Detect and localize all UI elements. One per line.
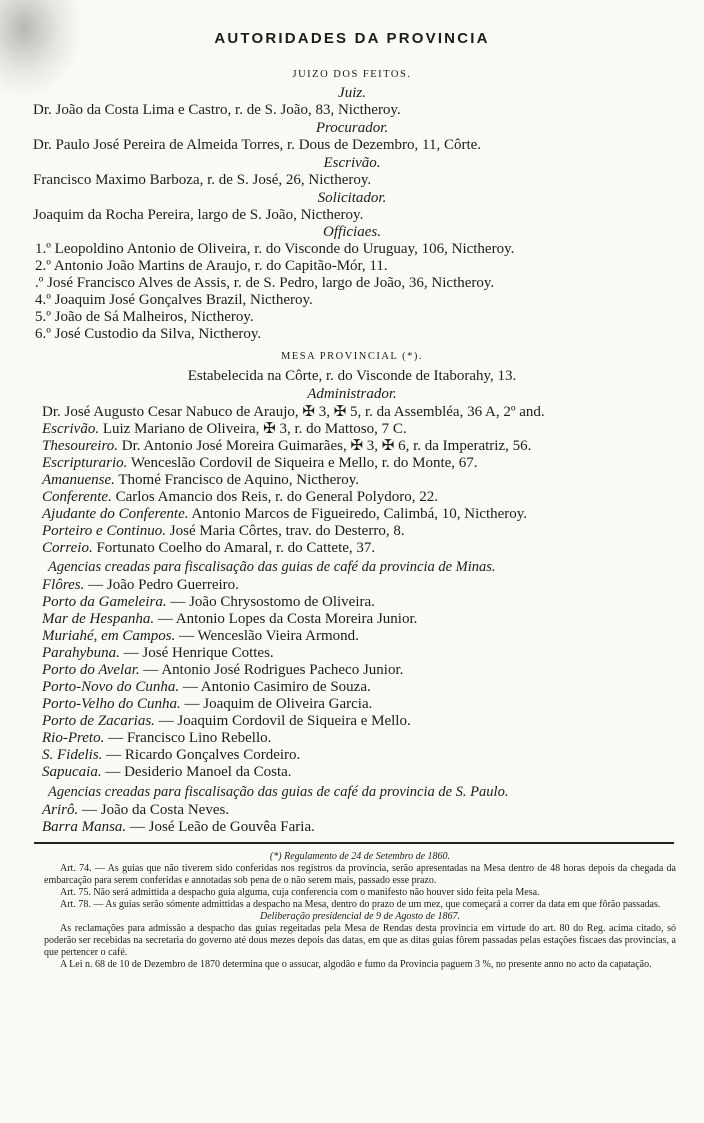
agency-entry	[0, 696, 704, 713]
regulamento-heading: (*) Regulamento de 24 de Setembro de 1860.	[269, 851, 451, 862]
mesa-heading: MESA PROVINCIAL (*).	[281, 351, 423, 362]
officiaes-item: 1.º Leopoldino Antonio de Oliveira, r. do Visconde do Uruguay, 106, Nictheroy.	[35, 241, 515, 257]
administrador-label: Administrador.	[307, 386, 397, 402]
escrivao-entry: Francisco Maximo Barboza, r. de S. José, 26, Nictheroy.	[33, 172, 372, 188]
agency-text: — Antonio José Rodrigues Pacheco Junior.	[139, 662, 404, 678]
staff-entry	[0, 438, 704, 455]
staff-entry	[0, 455, 704, 472]
agency-label: Muriahé, em Campos.	[42, 628, 176, 644]
agency-entry	[0, 628, 704, 645]
agency-text: — Desiderio Manoel da Costa.	[101, 764, 292, 780]
juiz-entry: Dr. João da Costa Lima e Castro, r. de S. João, 83, Nictheroy.	[33, 102, 401, 118]
footnote-divider	[34, 842, 674, 844]
staff-text: Dr. Antonio José Moreira Guimarães, ✠ 3, ✠ 6, r. da Imperatriz, 56.	[117, 438, 532, 454]
staff-entry	[0, 421, 704, 438]
procurador-entry: Dr. Paulo José Pereira de Almeida Torres, r. Dous de Dezembro, 11, Côrte.	[33, 137, 482, 153]
art78-text: Art. 78. — As guias serão sómente admittidas a despacho na Mesa, dentro do prazo de um mez, que começará a correr da data em que fôrão passadas.	[60, 899, 661, 910]
staff-text: Wenceslão Cordovil de Siqueira e Mello, r. do Monte, 67.	[127, 455, 478, 471]
agency-label: Parahybuna.	[42, 645, 120, 661]
agency-entry	[0, 802, 704, 819]
juizo-heading: JUIZO DOS FEITOS.	[292, 69, 412, 80]
agency-label: Porto do Avelar.	[42, 662, 140, 678]
staff-entry	[0, 489, 704, 506]
art75-text: Art. 75. Não será admittida a despacho guia alguma, cuja conferencia com o manifesto não houver sido feita pela Mesa.	[60, 887, 540, 898]
agency-text: — Joaquim de Oliveira Garcia.	[180, 696, 373, 712]
staff-label: Conferente.	[42, 489, 112, 505]
officiaes-item: 6.º José Custodio da Silva, Nictheroy.	[35, 326, 262, 342]
staff-label: Escrivão.	[42, 421, 100, 437]
lei-text: A Lei n. 68 de 10 de Dezembro de 1870 determina que o assucar, algodão e fumo da Provincia paguem 3 %, no presente anno no acto da capatação.	[60, 959, 652, 970]
procurador-label: Procurador.	[315, 120, 389, 136]
agency-entry	[0, 747, 704, 764]
officiaes-label: Officiaes.	[323, 224, 381, 240]
agency-label: S. Fidelis.	[42, 747, 103, 763]
staff-label: Escripturario.	[42, 455, 128, 471]
agency-entry	[0, 679, 704, 696]
agency-label: Porto de Zacarias.	[42, 713, 155, 729]
agency-text: — Francisco Lino Rebello.	[104, 730, 272, 746]
agency-label: Porto da Gameleira.	[42, 594, 167, 610]
agency-text: — João Chrysostomo de Oliveira.	[166, 594, 375, 610]
agency-text: — Antonio Lopes da Costa Moreira Junior.	[154, 611, 418, 627]
agency-text: — João da Costa Neves.	[78, 802, 230, 818]
agency-label: Mar de Hespanha.	[42, 611, 155, 627]
page-title: AUTORIDADES DA PROVINCIA	[214, 30, 490, 47]
minas-heading: Agencias creadas para fiscalisação das guias de café da provincia de Minas.	[48, 559, 496, 575]
agency-label: Arirô.	[42, 802, 79, 818]
staff-label: Correio.	[42, 540, 93, 556]
agency-text: — José Leão de Gouvêa Faria.	[126, 819, 315, 835]
agency-label: Barra Mansa.	[42, 819, 127, 835]
agency-label: Flôres.	[42, 577, 85, 593]
officiaes-item: 4.º Joaquim José Gonçalves Brazil, Nictheroy.	[35, 292, 313, 308]
staff-entry	[0, 506, 704, 523]
deliberacao-text: As reclamações para admissão a despacho das guias regeitadas pela Mesa de Rendas desta provincia em virtude do art. 80 do Reg. acima citado, só poderão ser recebidas na secretaria do governo até dous mezes depois das datas, em que as ditas guias fôrem passadas pelas estações fiscaes das provincias, a que pertencer o café.	[44, 923, 676, 958]
mesa-location: Estabelecida na Côrte, r. do Visconde de Itaborahy, 13.	[187, 368, 517, 384]
staff-entry	[0, 472, 704, 489]
staff-text: Antonio Marcos de Figueiredo, Calimbá, 10, Nictheroy.	[188, 506, 528, 522]
art74-text: Art. 74. — As guias que não tiverem sido conferidas nos registros da provincia, serão apresentadas na Mesa dentro de 48 horas depois da chegada da embarcação para serem conferidas e annotadas sob pena de o não serem mais, passado esse prazo.	[44, 863, 676, 886]
officiaes-item: .º José Francisco Alves de Assis, r. de S. Pedro, largo de João, 36, Nictheroy.	[35, 275, 495, 291]
staff-text: Thomé Francisco de Aquino, Nictheroy.	[114, 472, 360, 488]
administrador-entry: Dr. José Augusto Cesar Nabuco de Araujo, ✠ 3, ✠ 5, r. da Assembléa, 36 A, 2º and.	[42, 404, 545, 420]
agency-entry	[0, 730, 704, 747]
agency-label: Sapucaia.	[42, 764, 102, 780]
staff-text: Luiz Mariano de Oliveira, ✠ 3, r. do Mattoso, 7 C.	[99, 421, 407, 437]
agency-text: — José Henrique Cottes.	[119, 645, 274, 661]
agency-entry	[0, 764, 704, 781]
staff-entry	[0, 523, 704, 540]
staff-label: Thesoureiro.	[42, 438, 118, 454]
staff-label: Porteiro e Continuo.	[42, 523, 167, 539]
officiaes-item: 2.º Antonio João Martins de Araujo, r. do Capitão-Mór, 11.	[35, 258, 388, 274]
agency-label: Porto-Novo do Cunha.	[42, 679, 180, 695]
agency-entry	[0, 645, 704, 662]
paulo-heading: Agencias creadas para fiscalisação das guias de café da provincia de S. Paulo.	[48, 784, 509, 800]
agency-entry	[0, 819, 704, 836]
escrivao-label: Escrivão.	[323, 155, 381, 171]
juiz-label: Juiz.	[338, 85, 366, 101]
agency-entry	[0, 577, 704, 594]
agency-text: — Joaquim Cordovil de Siqueira e Mello.	[154, 713, 411, 729]
staff-entry	[0, 540, 704, 557]
agency-text: — Antonio Casimiro de Souza.	[179, 679, 371, 695]
solicitador-label: Solicitador.	[317, 190, 387, 206]
agency-entry	[0, 611, 704, 628]
footnotes	[44, 851, 676, 971]
agency-entry	[0, 662, 704, 679]
staff-text: Carlos Amancio dos Reis, r. do General Polydoro, 22.	[111, 489, 439, 505]
agency-label: Rio-Preto.	[42, 730, 105, 746]
agency-text: — João Pedro Guerreiro.	[84, 577, 239, 593]
agency-text: — Ricardo Gonçalves Cordeiro.	[102, 747, 301, 763]
staff-text: José Maria Côrtes, trav. do Desterro, 8.	[166, 523, 405, 539]
staff-label: Amanuense.	[42, 472, 115, 488]
agency-text: — Wenceslão Vieira Armond.	[175, 628, 359, 644]
deliberacao-heading: Deliberação presidencial de 9 de Agosto de 1867.	[260, 911, 460, 922]
solicitador-entry: Joaquim da Rocha Pereira, largo de S. João, Nictheroy.	[33, 207, 364, 223]
staff-text: Fortunato Coelho do Amaral, r. do Cattete, 37.	[92, 540, 376, 556]
agency-label: Porto-Velho do Cunha.	[42, 696, 181, 712]
agency-entry	[0, 594, 704, 611]
agency-entry	[0, 713, 704, 730]
staff-label: Ajudante do Conferente.	[42, 506, 189, 522]
officiaes-item: 5.º João de Sá Malheiros, Nictheroy.	[35, 309, 254, 325]
